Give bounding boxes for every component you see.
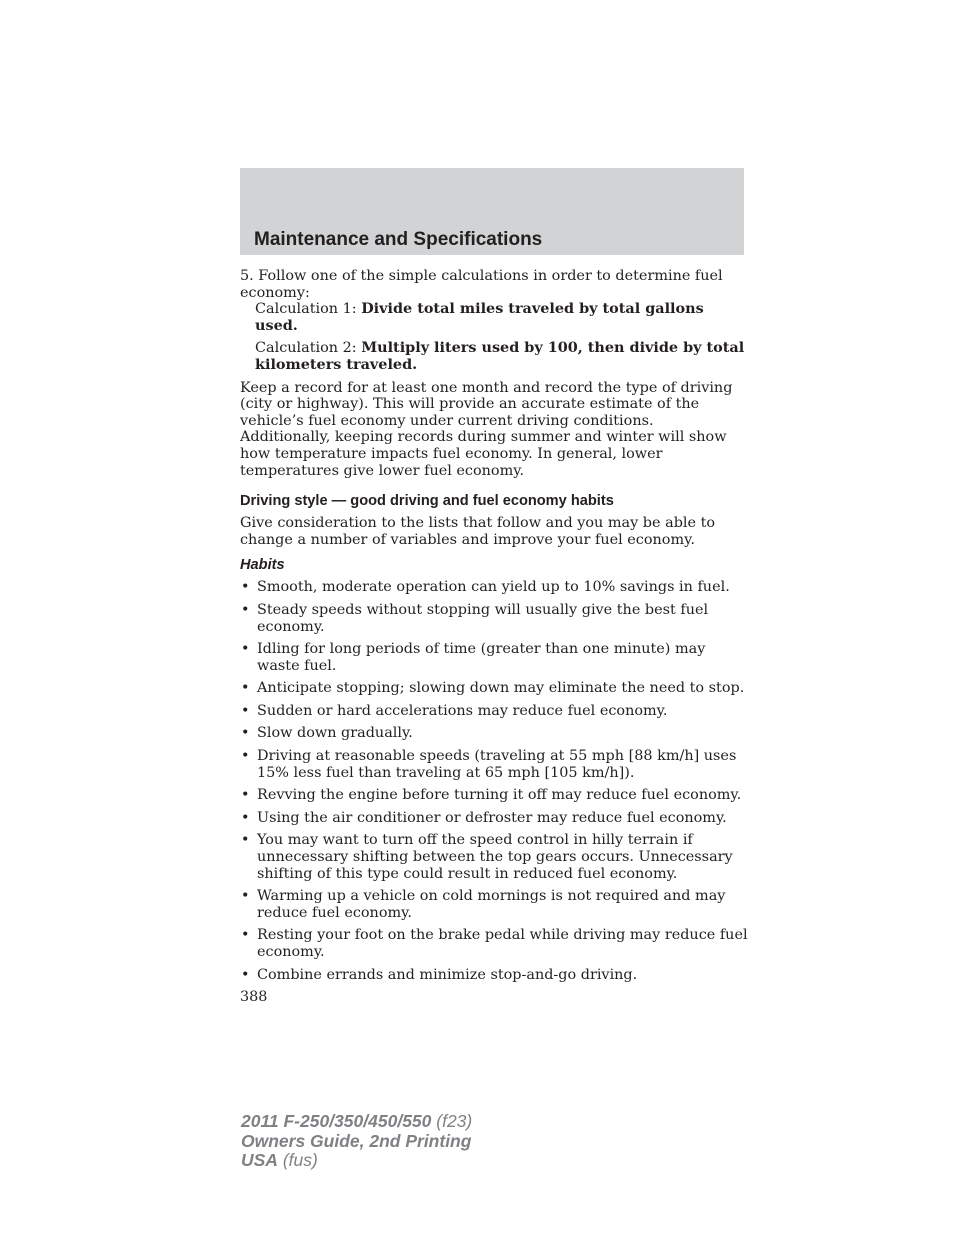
list-item	[240, 787, 748, 804]
footer-line-2	[241, 1132, 472, 1152]
bullet-icon: •	[241, 725, 250, 742]
list-item-text: Anticipate stopping; slowing down may eliminate the need to stop.	[257, 680, 745, 697]
list-item-text: Steady speeds without stopping will usually give the best fuel economy.	[257, 601, 709, 635]
list-item	[240, 927, 748, 960]
list-item-text: Smooth, moderate operation can yield up to 10% savings in fuel.	[257, 579, 730, 596]
footer-model-code: (f23)	[431, 1111, 473, 1131]
list-item	[240, 725, 748, 742]
calculation-1-label: Calculation 1:	[255, 301, 362, 318]
list-item	[240, 579, 748, 596]
page-number: 388	[240, 989, 268, 1006]
calculation-1	[240, 301, 748, 334]
footer-line-3	[241, 1151, 472, 1171]
habits-heading: Habits	[240, 557, 285, 574]
list-item	[240, 680, 748, 697]
step-5-text: 5. Follow one of the simple calculations in order to determine fuel economy:	[240, 268, 723, 301]
list-item-text: Warming up a vehicle on cold mornings is not required and may reduce fuel economy.	[257, 888, 726, 921]
list-item	[240, 641, 748, 674]
bullet-icon: •	[241, 702, 250, 719]
list-item	[240, 888, 748, 921]
calculation-2	[240, 340, 748, 373]
section-title: Maintenance and Specifications	[254, 229, 543, 250]
list-item	[240, 748, 748, 781]
bullet-icon: •	[241, 966, 250, 983]
list-item-text: Driving at reasonable speeds (traveling at 55 mph [88 km/h] uses 15% less fuel than traveling at 65 mph [105 km/h]).	[257, 748, 737, 781]
bullet-icon: •	[241, 641, 250, 658]
footer-market-code: (fus)	[277, 1150, 318, 1170]
calculation-2-label: Calculation 2:	[255, 340, 362, 357]
footer-edition: Owners Guide, 2nd Printing	[241, 1130, 472, 1151]
footer-model: 2011 F-250/350/450/550	[241, 1111, 432, 1131]
list-item	[240, 703, 748, 720]
bullet-icon: •	[241, 888, 250, 905]
bullet-icon: •	[241, 579, 250, 596]
list-item	[240, 967, 748, 984]
bullet-icon: •	[241, 787, 250, 804]
bullet-icon: •	[241, 927, 250, 944]
record-keeping-paragraph: Keep a record for at least one month and record the type of driving (city or highway). This will provide an accurate estimate of the vehicle’s fuel economy under current driving conditions. Additionally, keeping records during summer and winter will show how temperature impacts fuel economy. In general, lower temperatures give lower fuel economy.	[240, 379, 733, 479]
footer-market: USA	[241, 1150, 278, 1170]
document-footer	[241, 1112, 472, 1171]
bullet-icon: •	[241, 601, 250, 618]
list-item-text: Slow down gradually.	[257, 725, 413, 742]
calculation-1-text: Divide total miles traveled by total gallons used.	[255, 300, 704, 334]
driving-style-paragraph: Give consideration to the lists that follow and you may be able to change a number of variables and improve your fuel economy.	[240, 515, 716, 548]
list-item-text: Revving the engine before turning it off may reduce fuel economy.	[257, 787, 742, 804]
bullet-icon: •	[241, 809, 250, 826]
list-item	[240, 810, 748, 827]
bullet-icon: •	[241, 832, 250, 849]
list-item-text: You may want to turn off the speed control in hilly terrain if unnecessary shifting between the top gears occurs. Unnecessary shifting of this type could result in reduced fuel economy.	[257, 832, 733, 882]
bullet-icon: •	[241, 680, 250, 697]
footer-line-1	[241, 1112, 472, 1132]
section-header-band	[240, 168, 744, 255]
list-item-text: Using the air conditioner or defroster may reduce fuel economy.	[257, 809, 727, 826]
list-item-text: Sudden or hard accelerations may reduce fuel economy.	[257, 702, 668, 719]
driving-style-heading: Driving style — good driving and fuel economy habits	[240, 493, 614, 510]
list-item-text: Combine errands and minimize stop-and-go driving.	[257, 966, 638, 983]
habits-list	[240, 579, 748, 983]
list-item	[240, 832, 748, 882]
page-content	[240, 268, 748, 1006]
calculation-2-text: Multiply liters used by 100, then divide by total kilometers traveled.	[255, 339, 745, 373]
list-item-text: Resting your foot on the brake pedal while driving may reduce fuel economy.	[257, 927, 748, 960]
list-item	[240, 602, 748, 635]
bullet-icon: •	[241, 748, 250, 765]
list-item-text: Idling for long periods of time (greater than one minute) may waste fuel.	[257, 641, 706, 674]
